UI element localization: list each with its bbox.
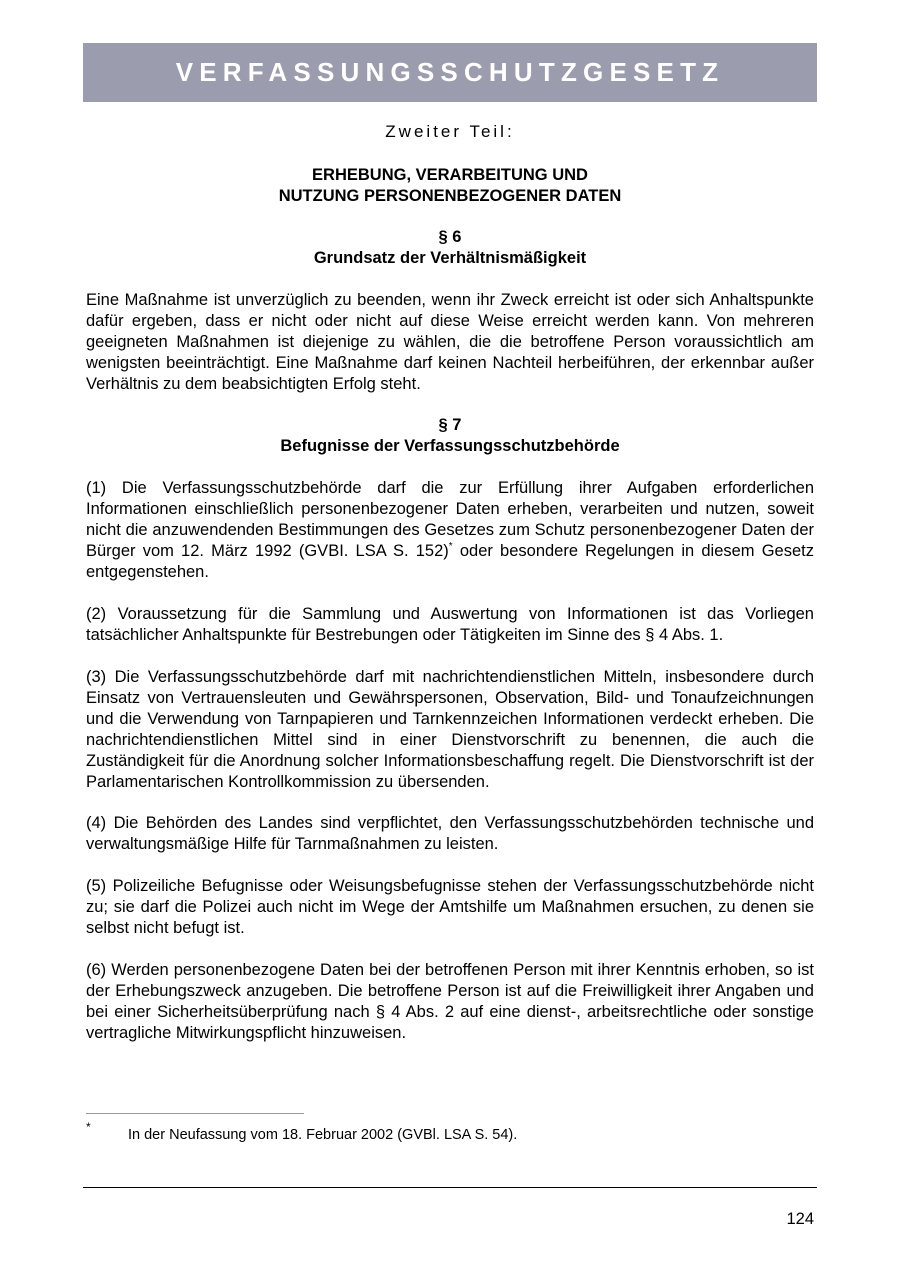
part-title-line-2: NUTZUNG PERSONENBEZOGENER DATEN (278, 187, 622, 205)
section-6-text: Eine Maßnahme ist unverzüglich zu beenden, wenn ihr Zweck erreicht ist oder sich Anhaltspunkte dafür ergeben, dass er nicht oder nicht auf diese Weise erreicht werden kann. Von mehreren geeigneten Maßnahmen ist diejenige zu wählen, die die betroffene Person voraussichtlich am wenigsten beeinträchtigt. Eine Maßnahme darf keinen Nachteil herbeiführen, der erkennbar außer Verhältnis zu dem beabsichtigten Erfolg steht. (86, 291, 814, 393)
document-title: VERFASSUNGSSCHUTZGESETZ (175, 57, 725, 87)
page-number: 124 (786, 1210, 814, 1228)
paragraph-1-tail: oder besondere Regelungen in diesem Gesetz entgegenstehen. (86, 542, 814, 581)
document-header-banner (83, 43, 817, 102)
paragraph-1-text: (1) Die Verfassungsschutzbehörde darf die zur Erfüllung ihrer Aufgaben erforderlichen Informationen einschließlich personenbezogener Daten erheben, verarbeiten und nutzen, soweit nicht die anzuwendenden Bestimmungen des Gesetzes zum Schutz personenbezogener Daten der Bürger vom 12. März 1992 (GVBI. LSA S. 152) (86, 479, 814, 560)
section-6-number: § 6 (438, 228, 462, 246)
section-6-title: Grundsatz der Verhältnismäßigkeit (313, 249, 587, 267)
section-7-paragraph-5: (5) Polizeiliche Befugnisse oder Weisungsbefugnisse stehen der Verfassungsschutzbehörde nicht zu; sie darf die Polizei auch nicht im Wege der Amtshilfe um Maßnahmen ersuchen, zu denen sie selbst nicht befugt ist. (86, 877, 814, 937)
section-7-paragraph-6: (6) Werden personenbezogene Daten bei der betroffenen Person mit ihrer Kenntnis erhoben, so ist der Erhebungszweck anzugeben. Die betroffene Person ist auf die Freiwilligkeit ihrer Angaben und bei einer Sicherheitsüberprüfung nach § 4 Abs. 2 auf eine dienst-, arbeitsrechtliche oder sonstige vertragliche Mitwirkungspflicht hinzuweisen. (86, 961, 814, 1042)
section-7-paragraph-2: (2) Voraussetzung für die Sammlung und Auswertung von Informationen ist das Vorliegen tatsächlicher Anhaltspunkte für Bestrebungen oder Tätigkeiten im Sinne des § 4 Abs. 1. (86, 605, 814, 644)
part-title-line-1: ERHEBUNG, VERARBEITUNG UND (312, 166, 588, 184)
footnote-reference-mark: * (448, 541, 453, 552)
section-7-paragraph-3: (3) Die Verfassungsschutzbehörde darf mit nachrichtendienstlichen Mitteln, insbesondere durch Einsatz von Vertrauensleuten und Gewährspersonen, Observation, Bild- und Tonaufzeichnungen und die Verwendung von Tarnpapieren und Tarnkennzeichen Informationen verdeckt erheben. Die nachrichtendienstlichen Mittel sind in einer Dienstvorschrift zu benennen, die auch die Zuständigkeit für die Anordnung solcher Informationsbeschaffung regelt. Die Dienstvorschrift ist der Parlamentarischen Kontrollkommission zu übersenden. (86, 668, 814, 791)
section-7-number: § 7 (438, 416, 462, 434)
footnote-marker: * (86, 1120, 91, 1134)
page-bottom-rule (83, 1187, 817, 1188)
footnote-text: In der Neufassung vom 18. Februar 2002 (GVBl. LSA S. 54). (128, 1127, 518, 1143)
section-7-paragraph-4: (4) Die Behörden des Landes sind verpflichtet, den Verfassungsschutzbehörden technische und verwaltungsmäßige Hilfe für Tarnmaßnahmen zu leisten. (86, 814, 814, 853)
section-6-heading (0, 227, 900, 269)
section-7-heading (0, 415, 900, 457)
section-7-title: Befugnisse der Verfassungsschutzbehörde (280, 437, 620, 455)
part-label: Zweiter Teil: (385, 122, 515, 141)
footnote-separator (86, 1113, 304, 1114)
part-title (0, 165, 900, 207)
section-7-paragraph-1 (86, 478, 814, 583)
